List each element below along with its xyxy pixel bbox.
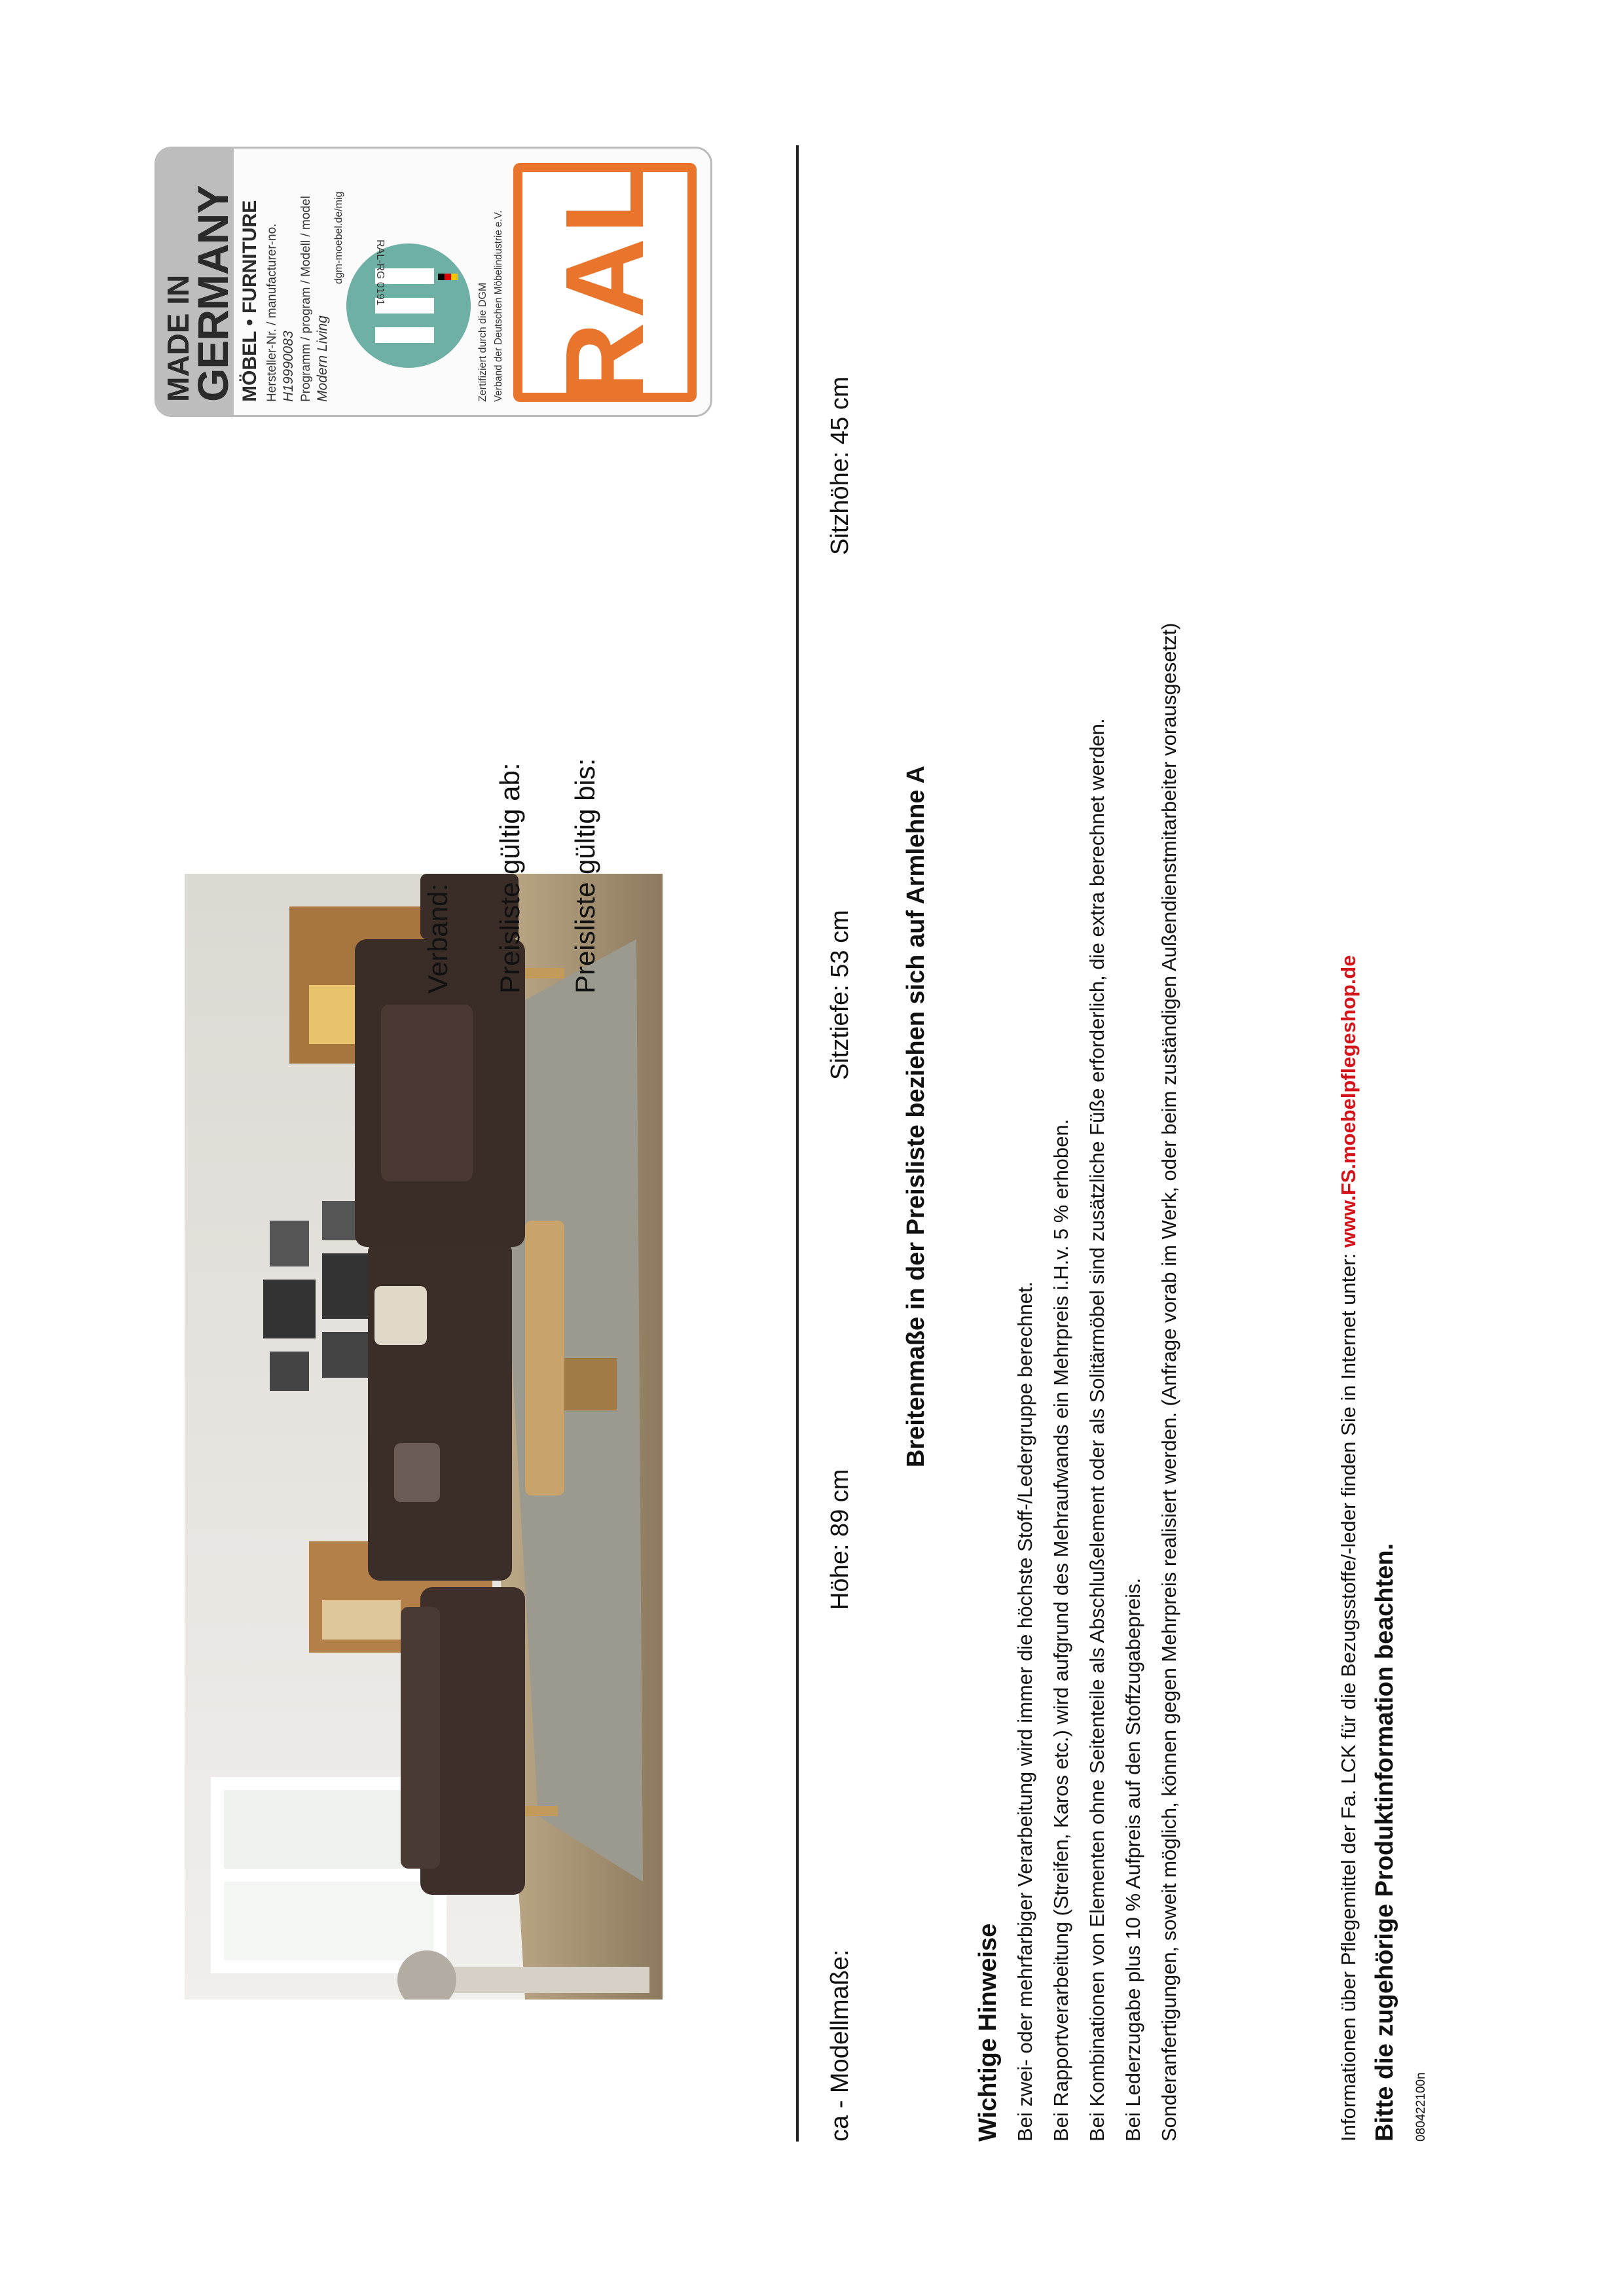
pflegemittel-info xyxy=(1337,955,1360,2142)
hinweis-5: Sonderanfertigungen, soweit möglich, können gegen Mehrpreis realisiert werden. (Anfrage vorab im Werk, oder beim zuständigen Außendienstmitarbeiter vorausgesetzt) xyxy=(1158,622,1180,2142)
produktinformation-notice: Bitte die zugehörige Produktinformation beachten. xyxy=(1371,1543,1398,2142)
badge-verband: Verband der Deutschen Möbelindustrie e.V. xyxy=(493,210,504,402)
hinweis-2: Bei Rapportverarbeitung (Streifen, Karos etc.) wird aufgrund des Mehraufwands ein Mehrpreis i.H.v. 5 % erhoben. xyxy=(1049,1119,1072,2142)
modellmasse-label: ca - Modellmaße: xyxy=(826,1949,854,2142)
divider-top xyxy=(796,145,799,2142)
hoehe-value: Höhe: 89 cm xyxy=(826,1469,854,1610)
sitzhoehe-value: Sitzhöhe: 45 cm xyxy=(826,376,854,555)
wichtige-hinweise-heading: Wichtige Hinweise xyxy=(974,1923,1002,2142)
badge-hersteller-value: H19990083 xyxy=(281,331,296,402)
badge-ral-number: RAL-RG 0191 xyxy=(374,240,386,306)
badge-programm-value: Modern Living xyxy=(315,315,330,402)
living-room-photo xyxy=(185,874,663,2000)
badge-programm-label: Programm / program / Modell / model xyxy=(299,196,313,402)
badge-url: dgm-moebel.de/mig xyxy=(333,191,344,284)
document-code: 080422100n xyxy=(1414,2072,1428,2142)
hinweis-4: Bei Lederzugabe plus 10 % Aufpreis auf den Stoffzugabepreis. xyxy=(1122,1577,1144,2142)
ral-logo-text: RAL xyxy=(543,162,667,403)
badge-zertifiziert: Zertifiziert durch die DGM xyxy=(477,282,488,402)
product-photo xyxy=(185,874,663,2000)
pflegemittel-info-text: Informationen über Pflegemittel der Fa. LCK für die Bezugsstoffe/-leder finden Sie in Internet unter: xyxy=(1337,1247,1360,2142)
hinweis-3: Bei Kombinationen von Elementen ohne Seitenteile als Abschlußelement oder als Solitärmöbel sind zusätzliche Füße erforderlich, die extra berechnet werden. xyxy=(1085,718,1108,2142)
verband-label: Verband: xyxy=(422,883,453,994)
breitenmasse-note: Breitenmaße in der Preisliste beziehen sich auf Armlehne A xyxy=(902,765,930,1467)
hinweis-1: Bei zwei- oder mehrfarbiger Verarbeitung wird immer die höchste Stoff-/Ledergruppe berechnet. xyxy=(1013,1281,1036,2142)
moebelpflegeshop-link[interactable]: www.FS.moebelpflegeshop.de xyxy=(1337,955,1360,1248)
badge-made-in: MADE IN xyxy=(161,274,195,402)
badge-germany: GERMANY xyxy=(189,185,237,402)
sitztiefe-value: Sitztiefe: 53 cm xyxy=(826,910,854,1080)
preisliste-gueltig-bis-label: Preisliste gültig bis: xyxy=(570,758,600,994)
dgm-seal-icon xyxy=(346,243,471,368)
made-in-germany-ral-badge xyxy=(155,147,712,417)
badge-subtitle: MÖBEL • FURNITURE xyxy=(239,200,261,402)
preisliste-gueltig-ab-label: Preisliste gültig ab: xyxy=(494,762,525,994)
badge-hersteller-label: Hersteller-Nr. / manufacturer-no. xyxy=(265,223,279,402)
ral-logo xyxy=(513,163,697,402)
